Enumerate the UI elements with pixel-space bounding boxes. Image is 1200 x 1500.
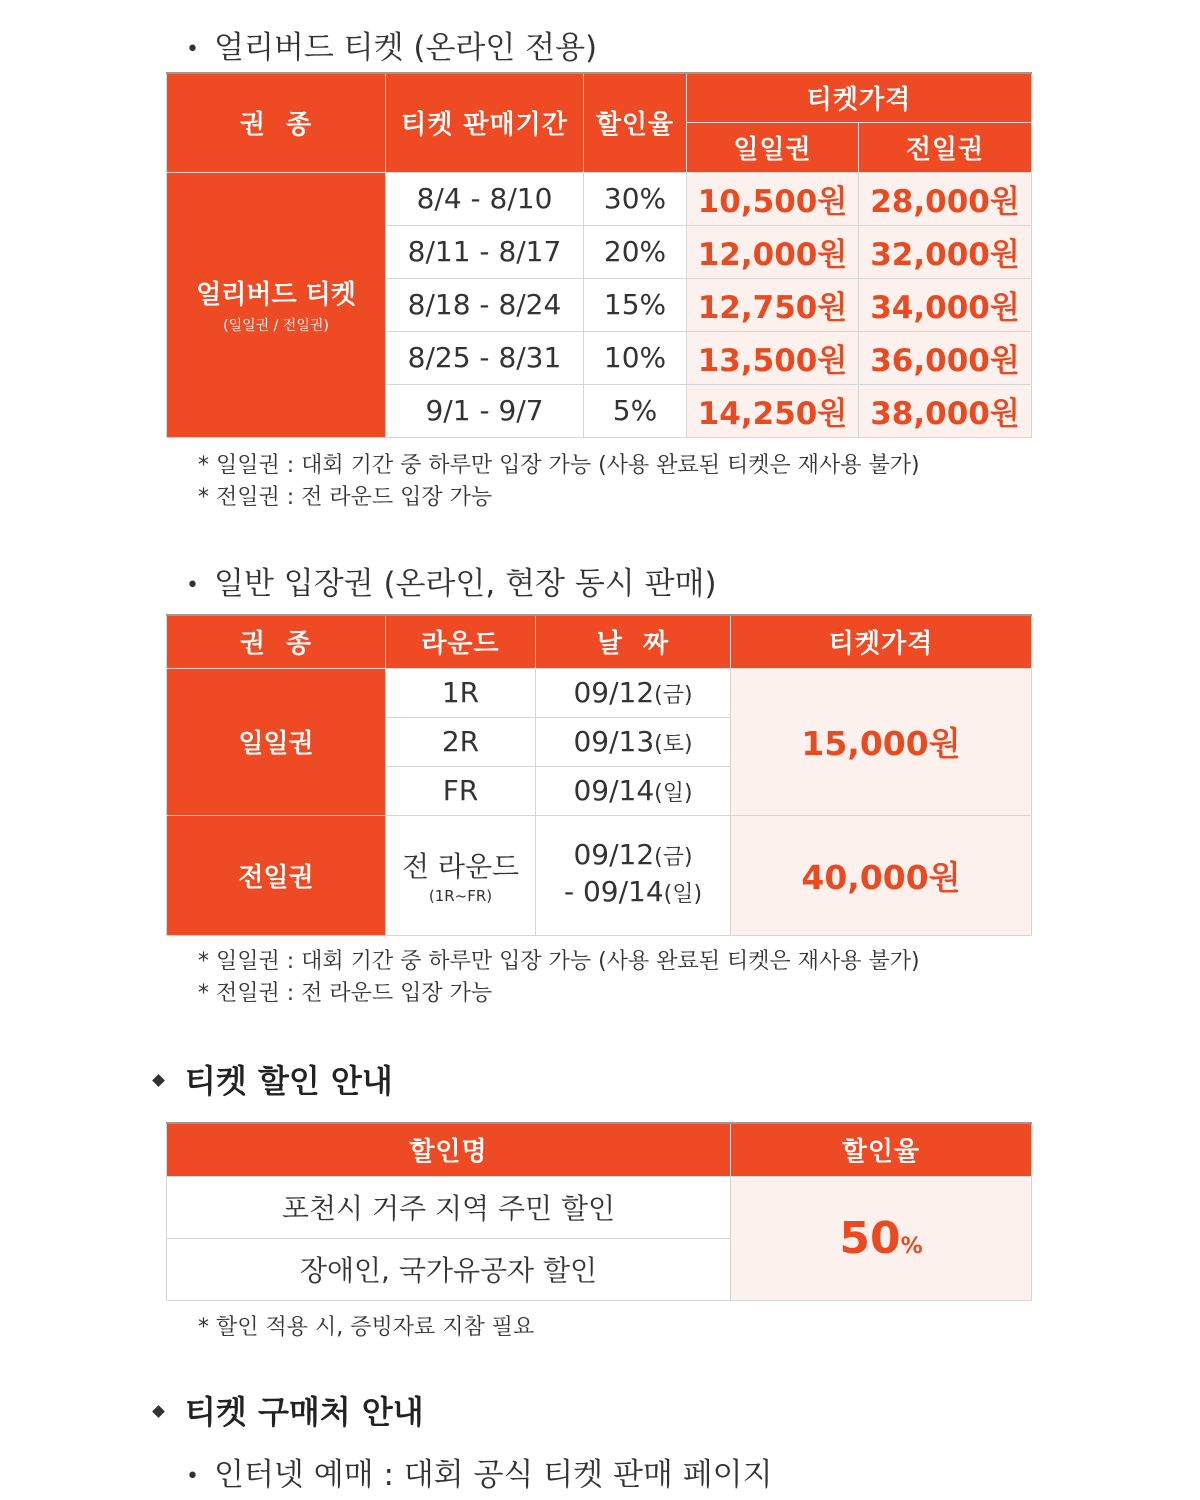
purchase-item-text: 인터넷 예매 : 대회 공식 티켓 판매 페이지 bbox=[214, 1457, 773, 1493]
daily-price-cell: 10,500원 bbox=[687, 172, 859, 225]
date-text: 09/12 bbox=[573, 676, 655, 709]
discount-cell: 20% bbox=[584, 225, 687, 278]
round-cell bbox=[386, 815, 536, 935]
date-cell bbox=[536, 815, 731, 935]
general-notes bbox=[198, 946, 920, 1010]
discount-note: * 할인 적용 시, 증빙자료 지참 필요 bbox=[198, 1315, 535, 1340]
header-full: 전일권 bbox=[859, 122, 1032, 172]
daily-price-cell: 12,000원 bbox=[687, 225, 859, 278]
daily-price-cell: 14,250원 bbox=[687, 384, 859, 437]
discount-heading bbox=[150, 1056, 393, 1102]
early-bird-table bbox=[166, 72, 1032, 438]
header-daily: 일일권 bbox=[687, 122, 859, 172]
date-text: 09/13 bbox=[573, 725, 655, 758]
date-cell bbox=[536, 668, 731, 717]
note-daily: * 일일권 : 대회 기간 중 하루만 입장 가능 (사용 완료된 티켓은 재사용 불가) bbox=[198, 949, 920, 974]
round-cell: FR bbox=[386, 766, 536, 815]
period-cell: 8/11 - 8/17 bbox=[386, 225, 584, 278]
full-price-cell: 28,000원 bbox=[859, 172, 1032, 225]
discount-rate-cell bbox=[731, 1176, 1032, 1300]
header-price: 티켓가격 bbox=[687, 73, 1032, 122]
day-text: (금) bbox=[654, 845, 693, 870]
day-text: (일) bbox=[654, 781, 693, 806]
day-text: (일) bbox=[663, 882, 703, 907]
table-row bbox=[167, 172, 1032, 225]
general-title-text: 일반 입장권 (온라인, 현장 동시 판매) bbox=[214, 566, 717, 602]
discount-table bbox=[166, 1122, 1032, 1301]
date-text: 09/12 bbox=[573, 838, 655, 871]
diamond-bullet-icon bbox=[152, 1074, 165, 1087]
discount-name-cell: 포천시 거주 지역 주민 할인 bbox=[167, 1176, 731, 1238]
date-text: 09/14 bbox=[573, 774, 655, 807]
period-cell: 9/1 - 9/7 bbox=[386, 384, 584, 437]
bullet-icon: • bbox=[186, 37, 199, 62]
discount-cell: 10% bbox=[584, 331, 687, 384]
early-bird-notes bbox=[198, 450, 920, 514]
header-round: 라운드 bbox=[386, 615, 536, 668]
rate-unit: % bbox=[900, 1233, 923, 1259]
round-sub: (1R~FR) bbox=[428, 887, 493, 905]
full-price-cell: 32,000원 bbox=[859, 225, 1032, 278]
discount-heading-text: 티켓 할인 안내 bbox=[185, 1062, 393, 1100]
period-cell: 8/4 - 8/10 bbox=[386, 172, 584, 225]
daily-price-cell: 13,500원 bbox=[687, 331, 859, 384]
discount-cell: 5% bbox=[584, 384, 687, 437]
daily-price-cell: 15,000원 bbox=[731, 668, 1032, 815]
header-discount-rate: 할인율 bbox=[731, 1123, 1032, 1176]
bullet-icon: • bbox=[186, 573, 199, 598]
note-full: * 전일권 : 전 라운드 입장 가능 bbox=[198, 981, 493, 1006]
early-bird-title bbox=[186, 22, 597, 67]
day-text: (토) bbox=[654, 732, 693, 757]
period-cell: 8/25 - 8/31 bbox=[386, 331, 584, 384]
date-end bbox=[536, 875, 730, 912]
header-price: 티켓가격 bbox=[731, 615, 1032, 668]
purchase-item bbox=[186, 1449, 773, 1494]
table-row bbox=[167, 668, 1032, 717]
kind-label: 얼리버드 티켓 bbox=[196, 280, 356, 310]
date-cell bbox=[536, 766, 731, 815]
general-title bbox=[186, 558, 717, 603]
header-discount: 할인율 bbox=[584, 73, 687, 172]
round-cell: 2R bbox=[386, 717, 536, 766]
discount-cell: 15% bbox=[584, 278, 687, 331]
purchase-heading bbox=[150, 1387, 424, 1433]
full-price-cell: 38,000원 bbox=[859, 384, 1032, 437]
header-period: 티켓 판매기간 bbox=[386, 73, 584, 172]
rate-value: 50 bbox=[839, 1212, 901, 1264]
general-table bbox=[166, 614, 1032, 936]
full-price-cell: 36,000원 bbox=[859, 331, 1032, 384]
header-discount-name: 할인명 bbox=[167, 1123, 731, 1176]
date-cell bbox=[536, 717, 731, 766]
kind-cell bbox=[167, 172, 386, 437]
date-text: - 09/14 bbox=[563, 875, 664, 908]
full-price-cell: 40,000원 bbox=[731, 815, 1032, 935]
discount-name-cell: 장애인, 국가유공자 할인 bbox=[167, 1238, 731, 1300]
day-text: (금) bbox=[654, 683, 693, 708]
daily-price-cell: 12,750원 bbox=[687, 278, 859, 331]
period-cell: 8/18 - 8/24 bbox=[386, 278, 584, 331]
round-cell: 1R bbox=[386, 668, 536, 717]
full-kind-cell: 전일권 bbox=[167, 815, 386, 935]
daily-kind-cell: 일일권 bbox=[167, 668, 386, 815]
note-daily: * 일일권 : 대회 기간 중 하루만 입장 가능 (사용 완료된 티켓은 재사용 불가) bbox=[198, 453, 920, 478]
header-date: 날 짜 bbox=[536, 615, 731, 668]
diamond-bullet-icon bbox=[152, 1405, 165, 1418]
discount-cell: 30% bbox=[584, 172, 687, 225]
full-price-cell: 34,000원 bbox=[859, 278, 1032, 331]
note-full: * 전일권 : 전 라운드 입장 가능 bbox=[198, 485, 493, 510]
early-bird-title-text: 얼리버드 티켓 (온라인 전용) bbox=[214, 30, 598, 66]
purchase-heading-text: 티켓 구매처 안내 bbox=[185, 1393, 424, 1431]
header-kind: 권 종 bbox=[167, 615, 386, 668]
round-text: 전 라운드 bbox=[401, 850, 520, 883]
header-kind: 권 종 bbox=[167, 73, 386, 172]
table-row bbox=[167, 815, 1032, 935]
bullet-icon: • bbox=[186, 1464, 199, 1489]
date-start bbox=[536, 838, 730, 875]
table-row bbox=[167, 1176, 1032, 1238]
kind-sub: (일일권 / 전일권) bbox=[223, 318, 329, 334]
